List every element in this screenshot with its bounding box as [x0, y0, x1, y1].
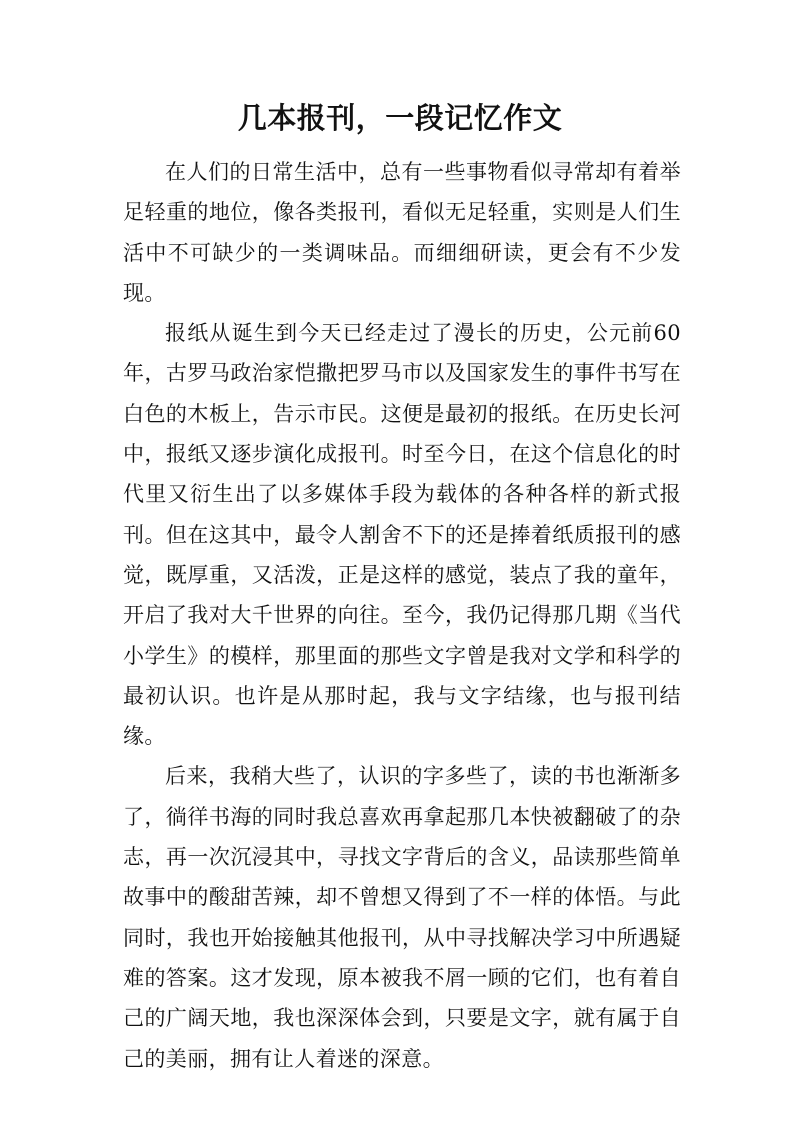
paragraph-2: 报纸从诞生到今天已经走过了漫长的历史，公元前60年，古罗马政治家恺撒把罗马市以及国家发生的事件书写在白色的木板上，告示市民。这便是最初的报纸。在历史长河中，报纸又逐步演化成报刊。时至今日，在这个信息化的时代里又衍生出了以多媒体手段为载体的各种各样的新式报刊。但在这其中，最令人割舍不下的还是捧着纸质报刊的感觉，既厚重，又活泼，正是这样的感觉，装点了我的童年，开启了我对大千世界的向往。至今，我仍记得那几期《当代小学生》的模样，那里面的那些文字曾是我对文学和科学的最初认识。也许是从那时起，我与文字结缘，也与报刊结缘。: [123, 321, 681, 749]
document-body: [123, 152, 681, 1079]
paragraph-1: 在人们的日常生活中，总有一些事物看似寻常却有着举足轻重的地位，像各类报刊，看似无足轻重，实则是人们生活中不可缺少的一类调味品。而细细研读，更会有不少发现。: [123, 160, 681, 305]
paragraph-3: 后来，我稍大些了，认识的字多些了，读的书也渐渐多了，徜徉书海的同时我总喜欢再拿起那几本快被翻破了的杂志，再一次沉浸其中，寻找文字背后的含义，品读那些简单故事中的酸甜苦辣，却不曾想又得到了不一样的体悟。与此同时，我也开始接触其他报刊，从中寻找解决学习中所遇疑难的答案。这才发现，原本被我不屑一顾的它们，也有着自己的广阔天地，我也深深体会到，只要是文字，就有属于自己的美丽，拥有让人着迷的深意。: [123, 764, 681, 1071]
document-title: 几本报刊，一段记忆作文: [237, 101, 563, 135]
